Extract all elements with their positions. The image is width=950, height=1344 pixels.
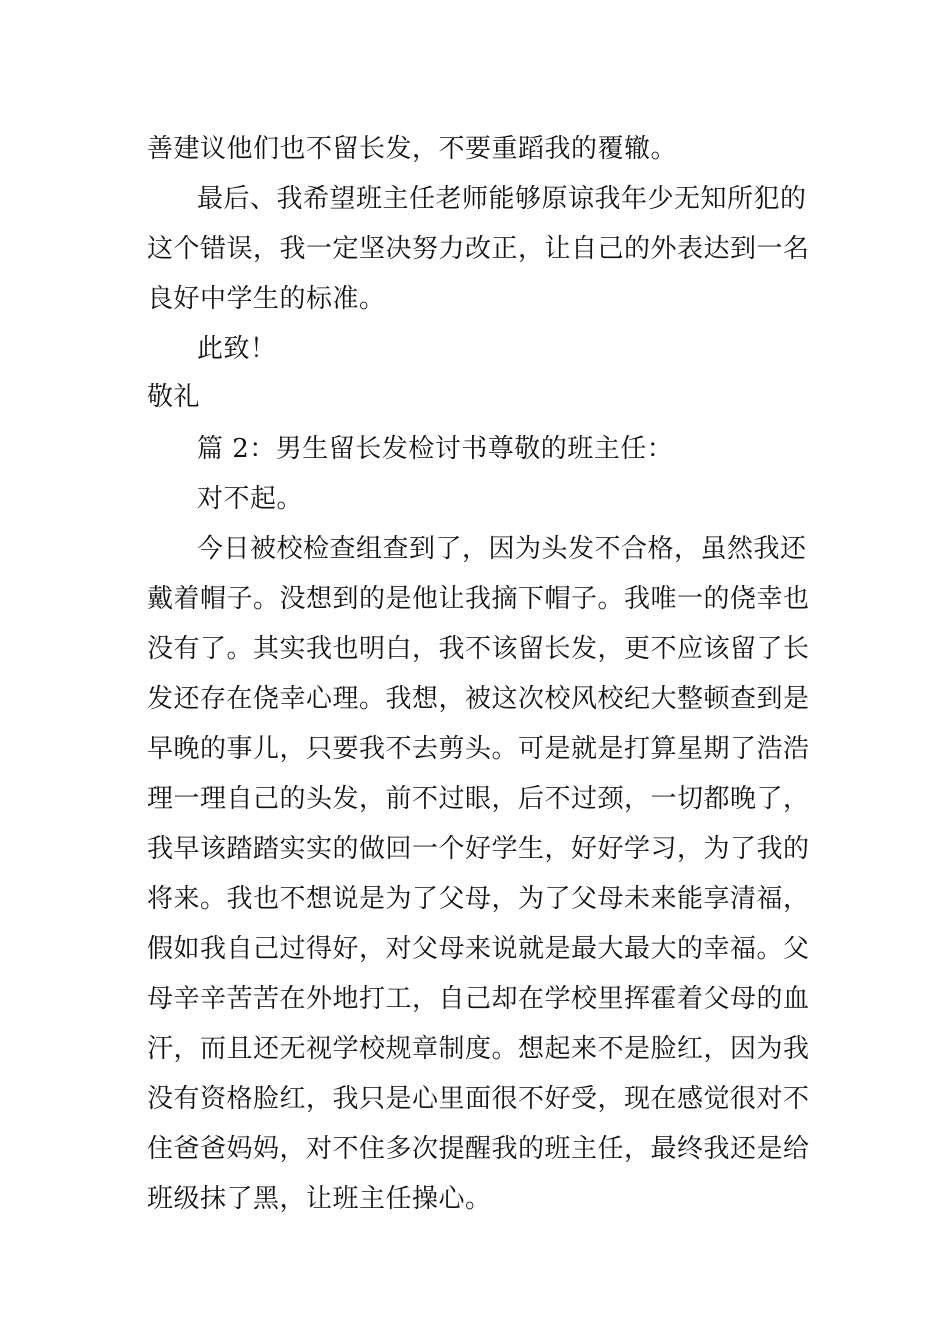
text-line-2: 最后、我希望班主任老师能够原谅我年少无知所犯的 — [197, 184, 807, 214]
text-line-21: 住爸爸妈妈，对不住多次提醒我的班主任，最终我还是给 — [147, 1134, 810, 1164]
text-line-4: 良好中学生的标准。 — [147, 284, 386, 314]
text-line-11: 没有了。其实我也明白，我不该留长发，更不应该留了长 — [147, 634, 810, 664]
text-line-13: 早晚的事儿，只要我不去剪头。可是就是打算星期了浩浩 — [147, 734, 810, 764]
text-line-15: 我早该踏踏实实的做回一个好学生，好好学习，为了我的 — [147, 834, 810, 864]
text-line-18: 母辛辛苦苦在外地打工，自己却在学校里挥霍着父母的血 — [147, 984, 810, 1014]
text-line-22: 班级抹了黑，让班主任操心。 — [147, 1184, 492, 1214]
text-line-19: 汗，而且还无视学校规章制度。想起来不是脸红，因为我 — [147, 1034, 810, 1064]
text-line-1: 善建议他们也不留长发，不要重蹈我的覆辙。 — [147, 134, 678, 164]
text-line-17: 假如我自己过得好，对父母来说就是最大最大的幸福。父 — [147, 934, 810, 964]
text-line-10: 戴着帽子。没想到的是他让我摘下帽子。我唯一的侥幸也 — [147, 584, 810, 614]
salutation-line: 敬礼 — [147, 382, 201, 412]
text-line-8: 对不起。 — [197, 484, 304, 514]
text-line-20: 没有资格脸红，我只是心里面很不好受，现在感觉很对不 — [147, 1084, 810, 1114]
section-heading: 篇 2：男生留长发检讨书尊敬的班主任： — [197, 434, 674, 464]
text-line-12: 发还存在侥幸心理。我想，被这次校风校纪大整顿查到是 — [147, 684, 810, 714]
text-line-9: 今日被校检查组查到了，因为头发不合格，虽然我还 — [197, 534, 807, 564]
text-line-16: 将来。我也不想说是为了父母，为了父母未来能享清福， — [147, 884, 810, 914]
text-line-14: 理一理自己的头发，前不过眼，后不过颈，一切都晚了， — [147, 784, 810, 814]
closing-line: 此致！ — [197, 334, 277, 364]
text-line-3: 这个错误，我一定坚决努力改正，让自己的外表达到一名 — [147, 234, 810, 264]
